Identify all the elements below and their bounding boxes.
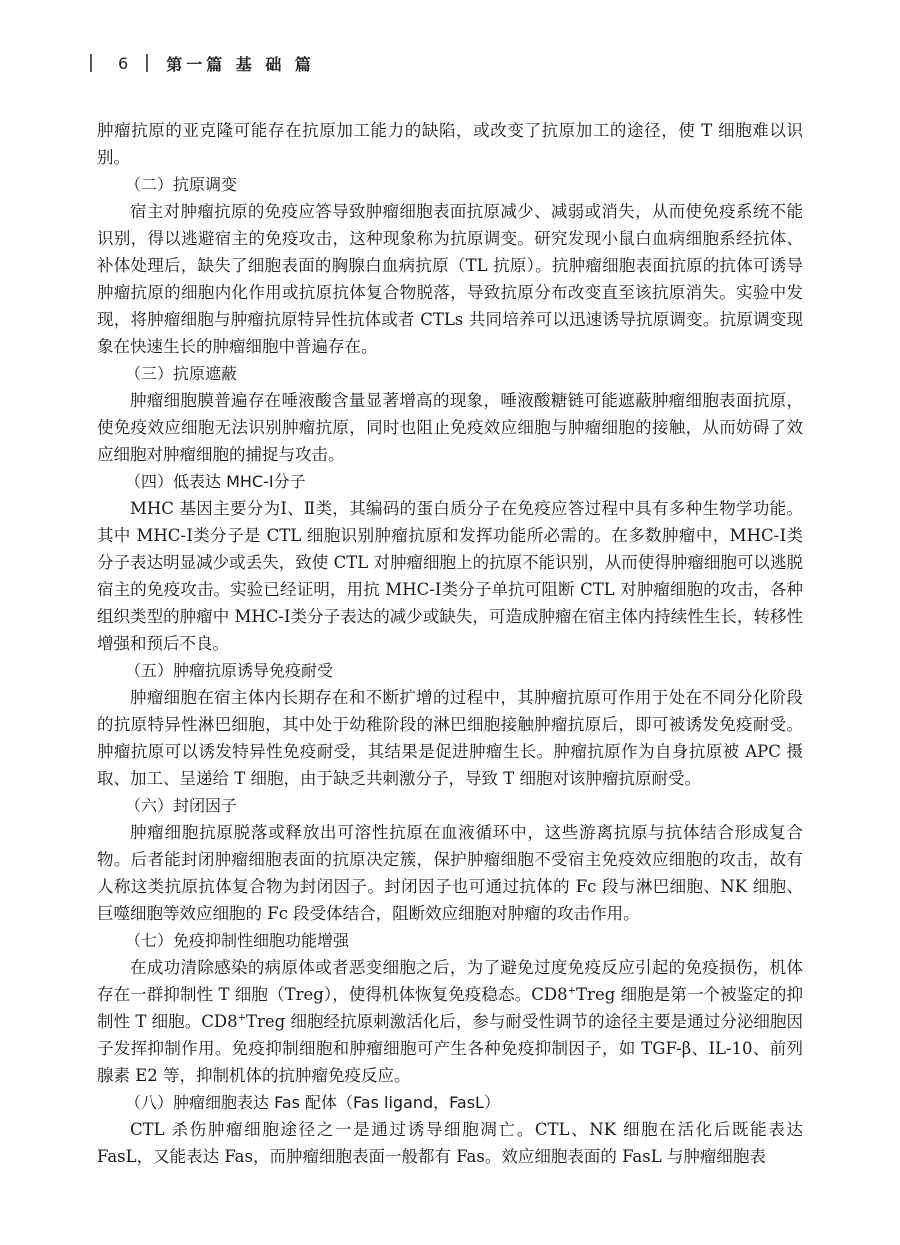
section-heading-blocking-factor: （六）封闭因子 [125, 796, 238, 815]
section-heading-fas-ligand: （八）肿瘤细胞表达 Fas 配体（Fas ligand，FasL） [125, 1093, 500, 1112]
page-body [97, 117, 803, 1170]
section-heading-low-mhc: （四）低表达 MHC-Ⅰ分子 [125, 472, 306, 491]
paragraph-blocking-factor: 肿瘤细胞抗原脱落或释放出可溶性抗原在血液循环中，这些游离抗原与抗体结合形成复合物。后者能封闭肿瘤细胞表面的抗原决定簇，保护肿瘤细胞不受宿主免疫效应细胞的攻击，故有人称这类抗原抗体复合物为封闭因子。封闭因子也可通过抗体的 Fc 段与淋巴细胞、NK 细胞、巨噬细胞等效应细胞的 Fc 段受体结合，阻断效应细胞对肿瘤的攻击作用。 [97, 823, 803, 923]
section-heading-suppressor-cells: （七）免疫抑制性细胞功能增强 [125, 931, 350, 950]
text-run: Treg 细胞经抗原刺激活化后，参与耐受性调节的途径主要是通过分泌细胞因子发挥抑制作用。免疫抑制细胞和肿瘤细胞可产生各种免疫抑制因子，如 TGF-β、IL-10、前列腺素 E2 等，抑制机体的抗肿瘤免疫反应。 [97, 1012, 803, 1085]
header-divider [146, 54, 148, 72]
paragraph-antigen-modulation: 宿主对肿瘤抗原的免疫应答导致肿瘤细胞表面抗原减少、减弱或消失，从而使免疫系统不能识别，得以逃避宿主的免疫攻击，这种现象称为抗原调变。研究发现小鼠白血病细胞系经抗体、补体处理后，缺失了细胞表面的胸腺白血病抗原（TL 抗原）。抗肿瘤细胞表面抗原的抗体可诱导肿瘤抗原的细胞内化作用或抗原抗体复合物脱落，导致抗原分布改变直至该抗原消失。实验中发现，将肿瘤细胞与肿瘤抗原特异性抗体或者 CTLs 共同培养可以迅速诱导抗原调变。抗原调变现象在快速生长的肿瘤细胞中普遍存在。 [97, 202, 803, 356]
running-title: 第一篇 基 础 篇 [166, 54, 315, 74]
superscript: + [567, 985, 577, 997]
page-header [90, 50, 810, 76]
section-heading-immune-tolerance: （五）肿瘤抗原诱导免疫耐受 [125, 661, 334, 680]
paragraph-suppressor-cells [97, 954, 803, 1089]
paragraph-low-mhc: MHC 基因主要分为Ⅰ、Ⅱ类，其编码的蛋白质分子在免疫应答过程中具有多种生物学功能。其中 MHC-Ⅰ类分子是 CTL 细胞识别肿瘤抗原和发挥功能所必需的。在多数肿瘤中，MHC-Ⅰ类分子表达明显减少或丢失，致使 CTL 对肿瘤细胞上的抗原不能识别，从而使得肿瘤细胞可以逃脱宿主的免疫攻击。实验已经证明，用抗 MHC-Ⅰ类分子单抗可阻断 CTL 对肿瘤细胞的攻击，各种组织类型的肿瘤中 MHC-Ⅰ类分子表达的减少或缺失，可造成肿瘤在宿主体内持续性生长，转移性增强和预后不良。 [97, 499, 803, 653]
superscript: + [237, 1012, 246, 1024]
paragraph-antigen-masking: 肿瘤细胞膜普遍存在唾液酸含量显著增高的现象，唾液酸糖链可能遮蔽肿瘤细胞表面抗原，使免疫效应细胞无法识别肿瘤抗原，同时也阻止免疫效应细胞与肿瘤细胞的接触，从而妨碍了效应细胞对肿瘤细胞的捕捉与攻击。 [97, 391, 803, 464]
text-run: Treg 细胞是第一个被鉴定的抑制性 T 细胞。CD8 [97, 985, 803, 1031]
section-heading-antigen-modulation: （二）抗原调变 [125, 175, 238, 194]
page-number: 6 [118, 53, 129, 73]
text-run: 在成功清除感染的病原体或者恶变细胞之后，为了避免过度免疫反应引起的免疫损伤，机体存在一群抑制性 T 细胞（Treg），使得机体恢复免疫稳态。CD8 [97, 958, 803, 1004]
paragraph-continued: 肿瘤抗原的亚克隆可能存在抗原加工能力的缺陷，或改变了抗原加工的途径，使 T 细胞难以识别。 [97, 121, 803, 167]
header-divider [90, 54, 92, 72]
paragraph-immune-tolerance: 肿瘤细胞在宿主体内长期存在和不断扩增的过程中，其肿瘤抗原可作用于处在不同分化阶段的抗原特异性淋巴细胞，其中处于幼稚阶段的淋巴细胞接触肿瘤抗原后，即可被诱发免疫耐受。肿瘤抗原可以诱发特异性免疫耐受，其结果是促进肿瘤生长。肿瘤抗原作为自身抗原被 APC 摄取、加工、呈递给 T 细胞，由于缺乏共刺激分子，导致 T 细胞对该肿瘤抗原耐受。 [97, 688, 803, 788]
paragraph-fas-ligand: CTL 杀伤肿瘤细胞途径之一是通过诱导细胞凋亡。CTL、NK 细胞在活化后既能表达 FasL，又能表达 Fas，而肿瘤细胞表面一般都有 Fas。效应细胞表面的 FasL 与肿瘤细胞表 [97, 1120, 803, 1166]
section-heading-antigen-masking: （三）抗原遮蔽 [125, 364, 238, 383]
